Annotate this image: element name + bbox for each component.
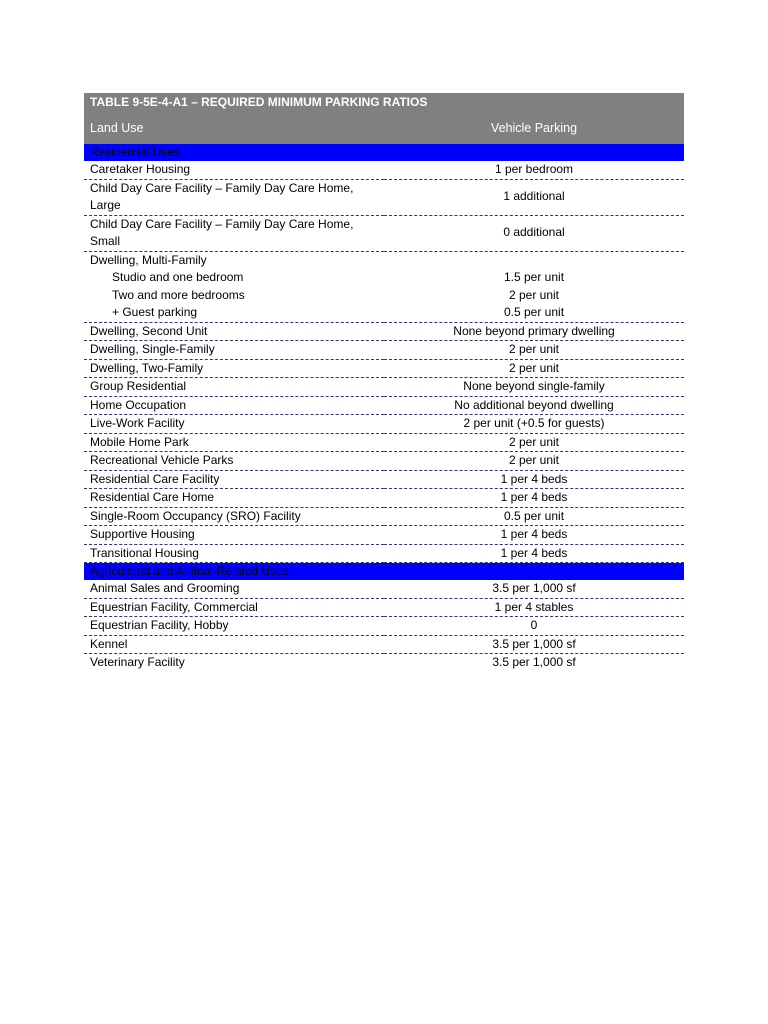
vehicle-parking-cell: None beyond single-family [384,378,684,397]
land-use-cell: Veterinary Facility [90,655,185,669]
vehicle-parking-cell: 1 per 4 beds [384,470,684,489]
land-use-cell: Dwelling, Second Unit [84,322,384,341]
parking-ratio-value: 2 per unit [508,287,560,302]
land-use-cell: Group Residential [84,378,384,397]
table-body [84,93,684,672]
vehicle-parking-cell: 2 per unit [384,433,684,452]
land-use-cell: Residential Care Home [84,489,384,508]
table-row [84,598,684,617]
parking-spacer [384,252,684,270]
land-use-cell: Equestrian Facility, Hobby [84,617,384,636]
land-use-cell: Live-Work Facility [84,415,384,434]
land-use-cell: Mobile Home Park [84,433,384,452]
vehicle-parking-cell: None beyond primary dwelling [384,322,684,341]
vehicle-parking-cell: 1 per 4 beds [384,544,684,563]
table-row [84,179,684,215]
table-row [84,507,684,526]
table-row [84,433,684,452]
land-use-sub-label: Two and more bedrooms [112,287,245,302]
table-title-row [84,93,684,112]
table-header-row [84,112,684,144]
table-row [84,544,684,563]
vehicle-parking-cell: 2 per unit [384,359,684,378]
vehicle-parking-cell: 1 per bedroom [384,161,684,179]
vehicle-parking-cell: 3.5 per 1,000 sf [492,655,576,669]
table-title: TABLE 9-5E-4-A1 – REQUIRED MINIMUM PARKING RATIOS [84,93,684,112]
table-row [84,526,684,545]
table-row [84,452,684,471]
land-use-cell [84,251,384,322]
parking-ratio-value: 1.5 per unit [503,270,565,284]
vehicle-parking-cell: 0 additional [384,215,684,251]
land-use-cell: Child Day Care Facility – Family Day Care Home, Large [84,179,384,215]
table-row [84,617,684,636]
table-row [84,359,684,378]
land-use-cell: Dwelling, Single-Family [84,341,384,360]
column-header-land-use: Land Use [84,112,384,144]
table-row [84,341,684,360]
table-row [84,378,684,397]
table-row [84,415,684,434]
land-use-cell: Supportive Housing [84,526,384,545]
vehicle-parking-cell: 2 per unit (+0.5 for guests) [384,415,684,434]
vehicle-parking-cell: 0.5 per unit [384,507,684,526]
land-use-cell: Kennel [84,635,384,654]
land-use-cell: Caretaker Housing [84,161,384,179]
section-header: Residential Uses [84,144,684,161]
vehicle-parking-cell: No additional beyond dwelling [384,396,684,415]
vehicle-parking-cell: 1 per 4 beds [384,526,684,545]
vehicle-parking-cell: 0 [384,617,684,636]
vehicle-parking-cell: 2 per unit [384,452,684,471]
table-row [84,654,684,672]
table-row [84,161,684,179]
land-use-cell: Residential Care Facility [84,470,384,489]
table-row [84,470,684,489]
section-header-row [84,144,684,161]
table-row [84,251,684,322]
table-row [84,396,684,415]
land-use-cell: Animal Sales and Grooming [84,580,384,598]
land-use-cell: Home Occupation [84,396,384,415]
parking-ratios-table [84,93,684,672]
table-row [84,215,684,251]
land-use-cell: Recreational Vehicle Parks [84,452,384,471]
land-use-sub-label: Studio and one bedroom [112,270,244,284]
vehicle-parking-cell: 3.5 per 1,000 sf [384,635,684,654]
land-use-label: Dwelling, Multi-Family [90,252,207,267]
parking-ratio-value: 0.5 per unit [503,305,565,319]
land-use-sub-label: + Guest parking [112,305,198,319]
table-row [84,489,684,508]
table-row [84,580,684,598]
vehicle-parking-cell: 2 per unit [384,341,684,360]
section-header-row [84,563,684,581]
vehicle-parking-cell: 3.5 per 1,000 sf [384,580,684,598]
land-use-cell: Transitional Housing [84,544,384,563]
land-use-cell: Single-Room Occupancy (SRO) Facility [84,507,384,526]
vehicle-parking-cell: 1 additional [384,179,684,215]
land-use-cell: Equestrian Facility, Commercial [84,598,384,617]
land-use-cell: Dwelling, Two-Family [84,359,384,378]
vehicle-parking-cell [384,251,684,322]
table-row [84,635,684,654]
section-header: Agricultural and Animal-Related Uses [84,563,684,581]
vehicle-parking-cell: 1 per 4 beds [384,489,684,508]
land-use-cell: Child Day Care Facility – Family Day Care Home, Small [84,215,384,251]
table-row [84,322,684,341]
column-header-vehicle-parking: Vehicle Parking [384,112,684,144]
vehicle-parking-cell: 1 per 4 stables [384,598,684,617]
